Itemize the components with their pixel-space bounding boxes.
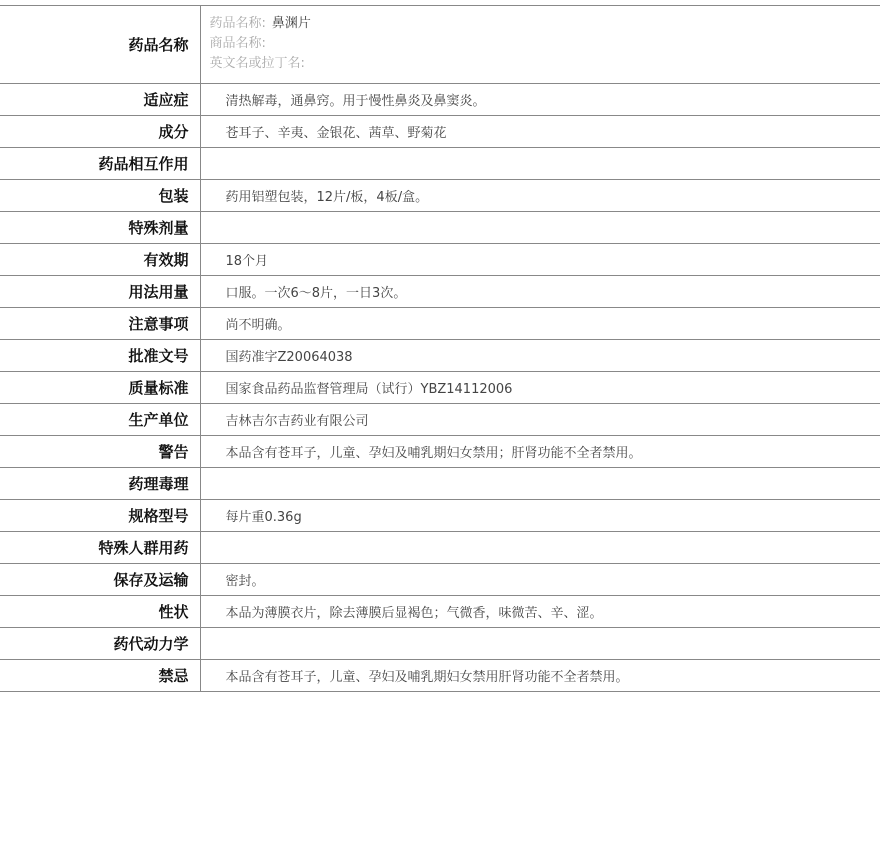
table-row [0, 435, 880, 467]
table-row [0, 339, 880, 371]
row-value: 密封。 [200, 563, 880, 595]
table-row [0, 371, 880, 403]
row-value: 每片重0.36g [200, 499, 880, 531]
drug-spec-table [0, 6, 880, 692]
row-label: 特殊剂量 [0, 211, 200, 243]
row-label: 警告 [0, 435, 200, 467]
table-row [0, 243, 880, 275]
row-value: 尚不明确。 [200, 307, 880, 339]
row-value: 本品含有苍耳子，儿童、孕妇及哺乳期妇女禁用；肝肾功能不全者禁用。 [200, 435, 880, 467]
generic-name-line [210, 14, 880, 34]
trade-name-key: 商品名称: [209, 36, 266, 52]
table-row [0, 467, 880, 499]
row-value: 本品为薄膜衣片，除去薄膜后显褐色；气微香，味微苦、辛、涩。 [200, 595, 880, 627]
row-value: 18个月 [200, 243, 880, 275]
row-value: 口服。一次6～8片，一日3次。 [200, 275, 880, 307]
row-label: 包装 [0, 179, 200, 211]
table-row [0, 83, 880, 115]
row-value: 苍耳子、辛夷、金银花、茜草、野菊花 [200, 115, 880, 147]
row-label: 保存及运输 [0, 563, 200, 595]
row-value [200, 211, 880, 243]
row-label: 成分 [0, 115, 200, 147]
table-row [0, 115, 880, 147]
row-value [200, 531, 880, 563]
row-label: 有效期 [0, 243, 200, 275]
row-label: 质量标准 [0, 371, 200, 403]
row-label: 药理毒理 [0, 467, 200, 499]
table-row [0, 595, 880, 627]
drug-name-cell [200, 6, 880, 83]
row-label: 药品相互作用 [0, 147, 200, 179]
row-label: 药品名称 [0, 6, 200, 83]
row-value [200, 627, 880, 659]
trade-name-line [210, 34, 880, 54]
row-label: 禁忌 [0, 659, 200, 691]
table-row [0, 563, 880, 595]
row-label: 特殊人群用药 [0, 531, 200, 563]
generic-name-value: 鼻渊片 [271, 16, 311, 32]
table-row [0, 531, 880, 563]
spec-table-body [0, 6, 880, 691]
table-row [0, 307, 880, 339]
row-label: 注意事项 [0, 307, 200, 339]
row-label: 生产单位 [0, 403, 200, 435]
row-value: 清热解毒，通鼻窍。用于慢性鼻炎及鼻窦炎。 [200, 83, 880, 115]
table-row [0, 659, 880, 691]
table-row [0, 627, 880, 659]
table-row [0, 211, 880, 243]
table-row [0, 147, 880, 179]
generic-name-key: 药品名称: [209, 16, 266, 32]
table-row [0, 403, 880, 435]
row-label: 规格型号 [0, 499, 200, 531]
english-name-line [210, 54, 880, 74]
table-row-drug-name [0, 6, 880, 83]
row-value [200, 147, 880, 179]
english-name-key: 英文名或拉丁名: [209, 56, 305, 72]
table-row [0, 275, 880, 307]
row-value: 国药准字Z20064038 [200, 339, 880, 371]
row-value: 药用铝塑包装，12片/板，4板/盒。 [200, 179, 880, 211]
row-label: 批准文号 [0, 339, 200, 371]
row-value: 吉林吉尔吉药业有限公司 [200, 403, 880, 435]
row-label: 药代动力学 [0, 627, 200, 659]
row-label: 性状 [0, 595, 200, 627]
row-value: 国家食品药品监督管理局（试行）YBZ14112006 [200, 371, 880, 403]
table-row [0, 179, 880, 211]
row-value: 本品含有苍耳子，儿童、孕妇及哺乳期妇女禁用肝肾功能不全者禁用。 [200, 659, 880, 691]
table-row [0, 499, 880, 531]
row-label: 用法用量 [0, 275, 200, 307]
row-value [200, 467, 880, 499]
row-label: 适应症 [0, 83, 200, 115]
